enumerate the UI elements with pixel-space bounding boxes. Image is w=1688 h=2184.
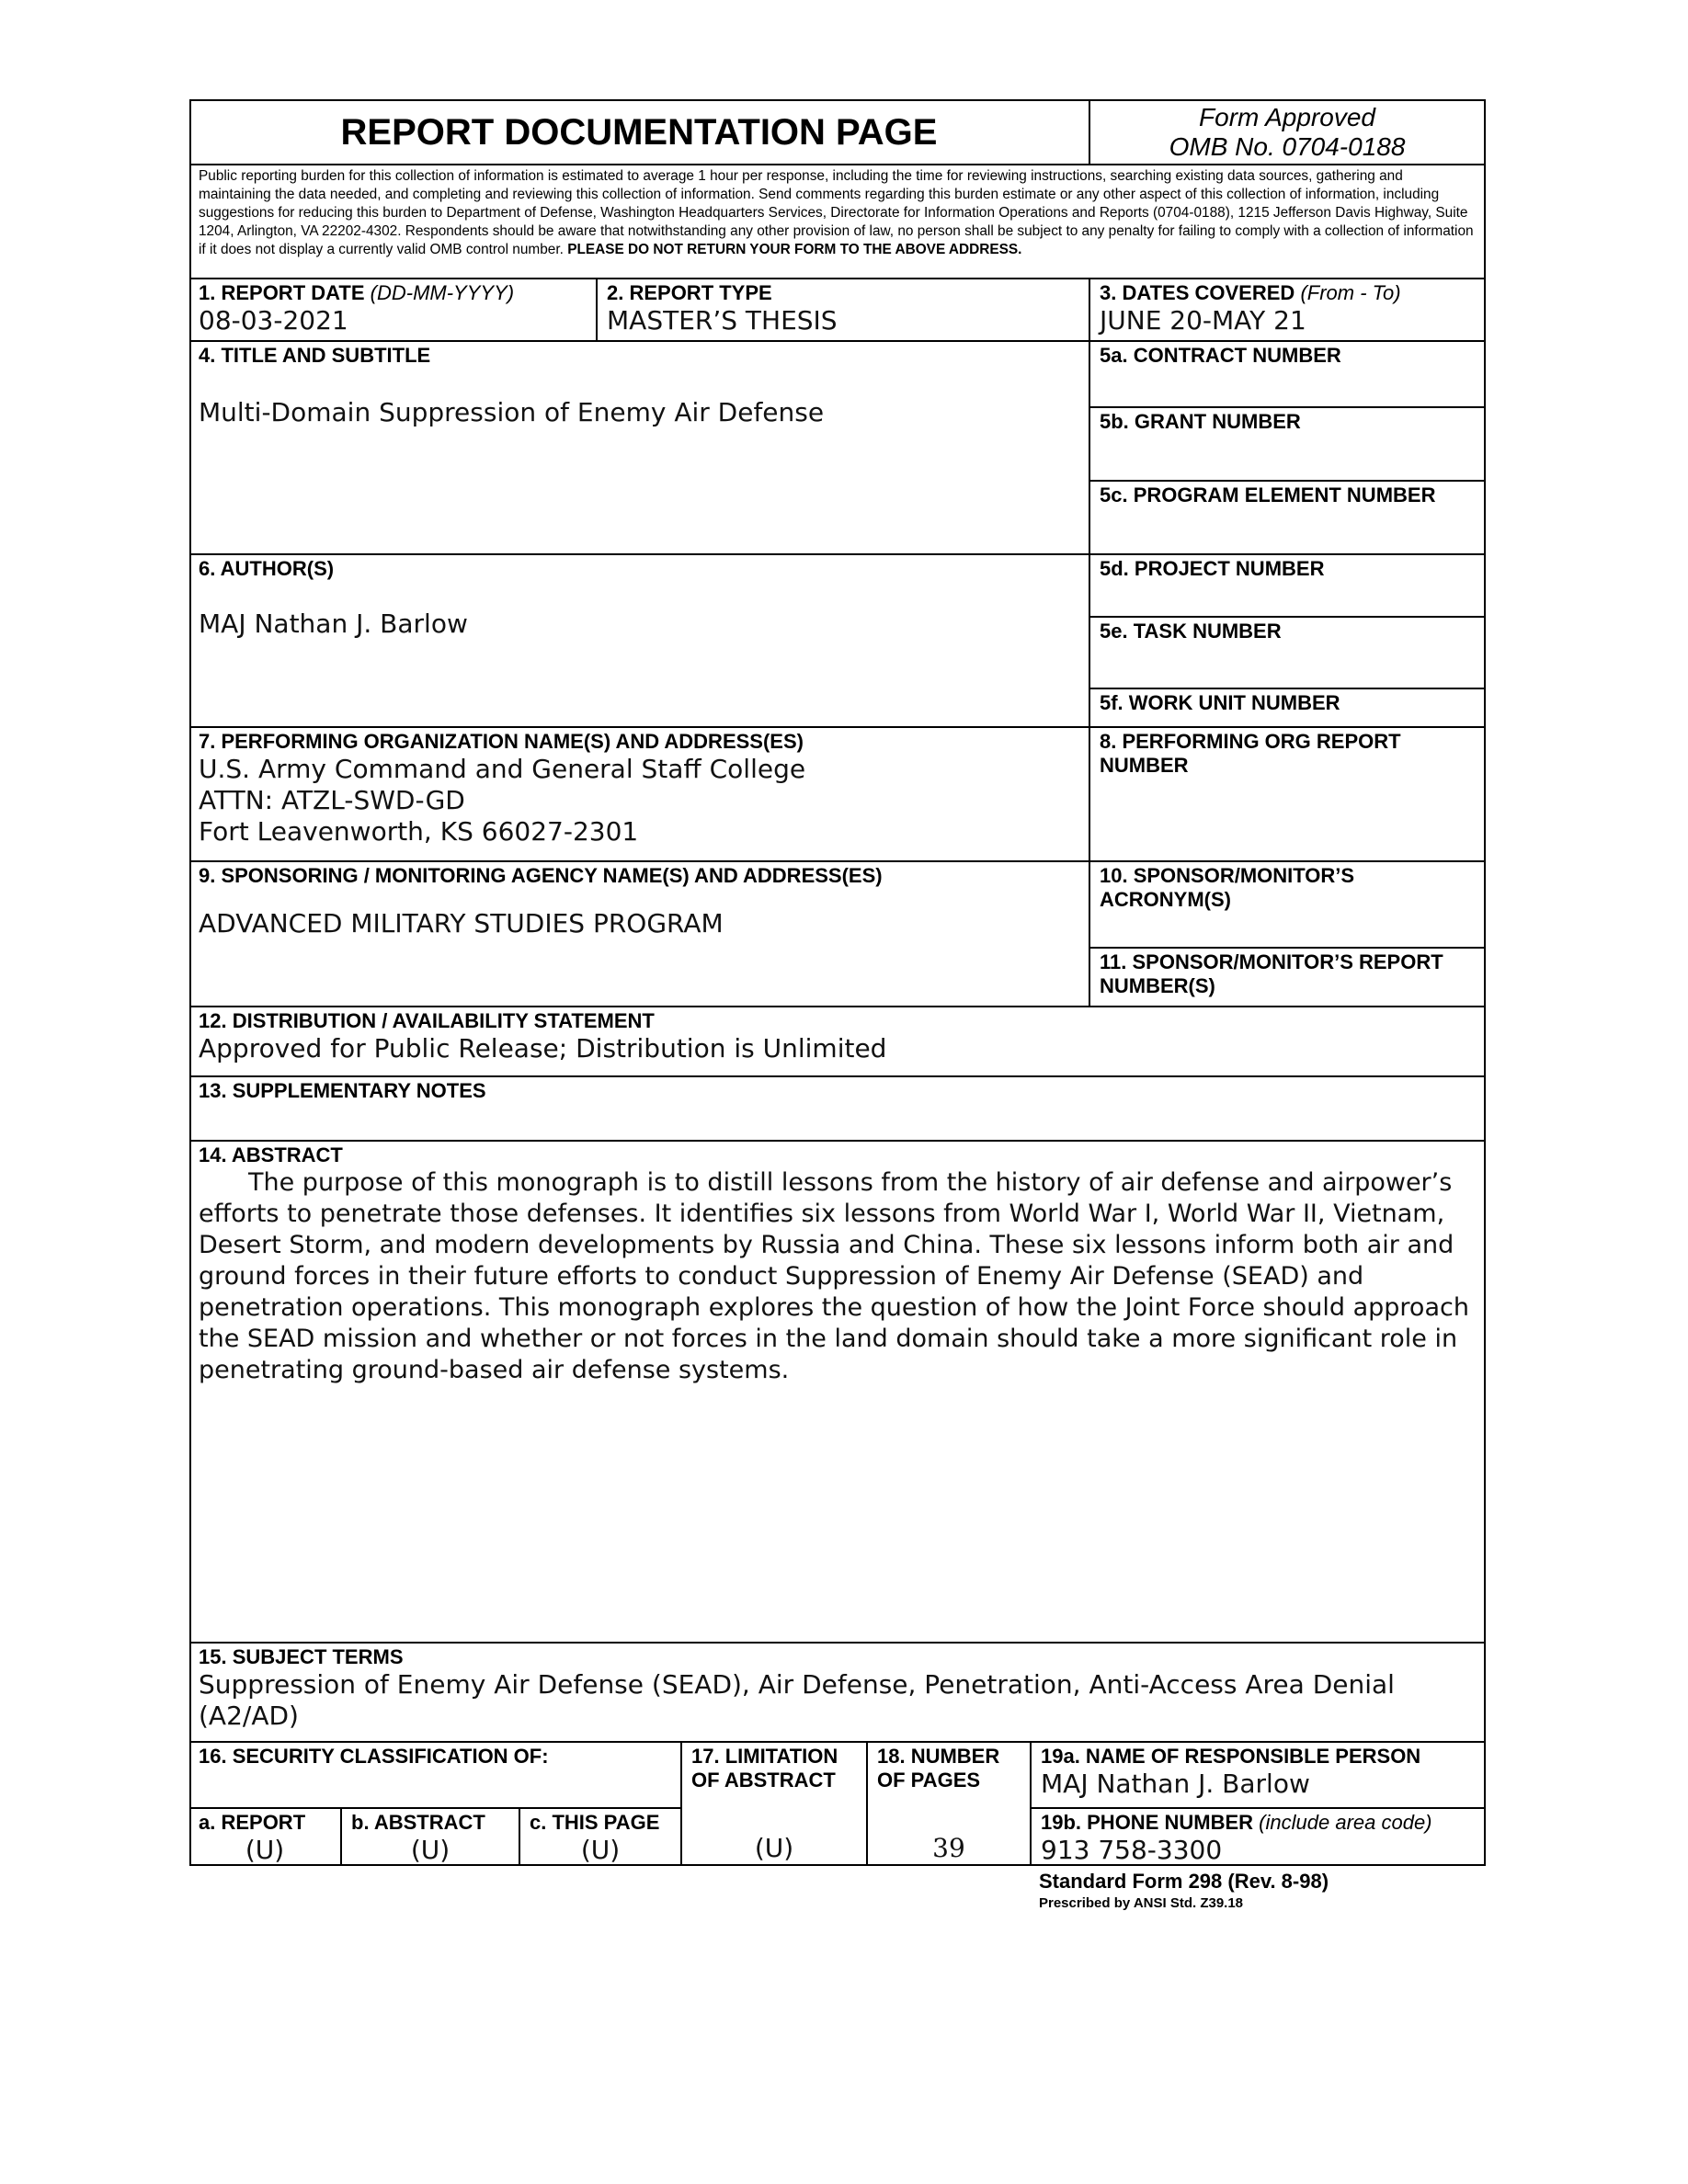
program-element-label: 5c. PROGRAM ELEMENT NUMBER: [1100, 483, 1436, 506]
supplementary-cell[interactable]: [189, 1077, 1486, 1142]
burden-notice-text: Public reporting burden for this collection of information is estimated to average 1 hour per response, including the time for reviewing instructions, searching existing data sources, gathering and maintaining the data needed, and completing and reviewing this collection of information. Send comments regarding this burden estimate or any other aspect of this collection of information, including suggestions for reducing this burden to Department of Defense, Washington Headquarters Services, Directorate for Information Operations and Reports (0704-0188), 1215 Jefferson Davis Highway, Suite 1204, Arlington, VA 22202-4302. Respondents should be aware that notwithstanding any other provision of law, no person shall be subject to any penalty for failing to comply with a collection of information if it does not display a currently valid OMB control number.: [199, 168, 1474, 257]
b-abstract-label: b. ABSTRACT: [351, 1811, 485, 1834]
subject-terms-cell[interactable]: [189, 1644, 1486, 1743]
sponsoring-agency-value: ADVANCED MILITARY STUDIES PROGRAM: [199, 908, 724, 938]
dates-covered-value: JUNE 20-MAY 21: [1100, 305, 1306, 336]
project-number-label: 5d. PROJECT NUMBER: [1100, 557, 1325, 580]
number-pages-label-2: OF PAGES: [877, 1769, 981, 1792]
b-abstract-cell[interactable]: [342, 1809, 520, 1866]
dates-covered-hint: (From - To): [1300, 281, 1401, 304]
dates-covered-label: 3. DATES COVERED: [1100, 281, 1295, 304]
form-approved-label: Form Approved: [1199, 103, 1375, 131]
report-type-label: 2. REPORT TYPE: [607, 281, 772, 304]
b-abstract-value: (U): [410, 1835, 451, 1865]
title-subtitle-cell[interactable]: [189, 342, 1090, 555]
limitation-cell[interactable]: [682, 1743, 868, 1866]
distribution-cell[interactable]: [189, 1007, 1486, 1077]
report-date-value: 08-03-2021: [199, 305, 348, 336]
abstract-label: 14. ABSTRACT: [199, 1143, 343, 1166]
performing-org-cell[interactable]: [189, 728, 1090, 862]
a-report-label: a. REPORT: [199, 1811, 306, 1834]
work-unit-label: 5f. WORK UNIT NUMBER: [1100, 691, 1340, 714]
limitation-label-2: OF ABSTRACT: [691, 1769, 836, 1792]
authors-label: 6. AUTHOR(S): [199, 557, 335, 580]
burden-notice-bold: PLEASE DO NOT RETURN YOUR FORM TO THE ABOVE ADDRESS.: [567, 242, 1022, 257]
phone-value: 913 758-3300: [1041, 1835, 1223, 1865]
report-date-label: 1. REPORT DATE: [199, 281, 365, 304]
supplementary-label: 13. SUPPLEMENTARY NOTES: [199, 1079, 486, 1102]
performing-org-line3: Fort Leavenworth, KS 66027-2301: [199, 816, 639, 847]
task-number-label: 5e. TASK NUMBER: [1100, 620, 1282, 643]
responsible-person-value: MAJ Nathan J. Barlow: [1041, 1769, 1310, 1799]
work-unit-cell[interactable]: [1090, 689, 1486, 728]
phone-hint: (include area code): [1259, 1811, 1432, 1834]
report-date-cell[interactable]: [189, 279, 598, 342]
abstract-cell[interactable]: [189, 1142, 1486, 1644]
task-number-cell[interactable]: [1090, 618, 1486, 689]
standard-form-label: Standard Form 298 (Rev. 8-98): [1039, 1870, 1329, 1893]
dates-covered-cell[interactable]: [1090, 279, 1486, 342]
a-report-value: (U): [245, 1835, 285, 1865]
report-type-value: MASTER’S THESIS: [607, 305, 838, 336]
authors-value: MAJ Nathan J. Barlow: [199, 609, 468, 639]
distribution-label: 12. DISTRIBUTION / AVAILABILITY STATEMENT: [199, 1009, 655, 1032]
performing-org-line1: U.S. Army Command and General Staff College: [199, 754, 806, 784]
responsible-person-label: 19a. NAME OF RESPONSIBLE PERSON: [1041, 1745, 1421, 1768]
burden-notice: [189, 165, 1484, 261]
responsible-person-cell[interactable]: [1032, 1743, 1486, 1809]
c-this-page-value: (U): [580, 1835, 621, 1865]
sponsor-report-label-1: 11. SPONSOR/MONITOR’S REPORT: [1100, 950, 1443, 973]
sponsoring-agency-label: 9. SPONSORING / MONITORING AGENCY NAME(S) AND ADDRESS(ES): [199, 864, 883, 887]
grant-number-label: 5b. GRANT NUMBER: [1100, 410, 1301, 433]
limitation-value: (U): [754, 1833, 794, 1863]
number-pages-label-1: 18. NUMBER: [877, 1745, 1000, 1768]
phone-label: 19b. PHONE NUMBER: [1041, 1811, 1254, 1834]
subject-terms-label: 15. SUBJECT TERMS: [199, 1645, 404, 1668]
form-title: REPORT DOCUMENTATION PAGE: [340, 112, 938, 153]
performing-report-cell[interactable]: [1090, 728, 1486, 862]
distribution-value: Approved for Public Release; Distribution is Unlimited: [199, 1033, 887, 1064]
sponsor-report-cell[interactable]: [1090, 949, 1486, 1007]
project-number-cell[interactable]: [1090, 555, 1486, 618]
performing-report-label-2: NUMBER: [1100, 754, 1189, 777]
contract-number-cell[interactable]: [1090, 342, 1486, 408]
number-pages-cell[interactable]: [868, 1743, 1032, 1866]
limitation-label-1: 17. LIMITATION: [691, 1745, 838, 1768]
burden-notice-cell: [189, 165, 1486, 279]
number-pages-value: 39: [932, 1833, 965, 1863]
performing-org-label: 7. PERFORMING ORGANIZATION NAME(S) AND ADDRESS(ES): [199, 730, 804, 753]
a-report-cell[interactable]: [189, 1809, 342, 1866]
title-subtitle-value: Multi-Domain Suppression of Enemy Air Defense: [199, 397, 825, 427]
prescribed-label: Prescribed by ANSI Std. Z39.18: [1039, 1895, 1244, 1911]
sponsoring-agency-cell[interactable]: [189, 862, 1090, 1007]
form-approved-cell: [1090, 99, 1486, 165]
abstract-value: The purpose of this monograph is to distill lessons from the history of air defense and airpower’s efforts to penetrate those defenses. It identifies six lessons from World War I, World War II, Vietnam, Desert Storm, and modern developments by Russia and China. These six lessons inform both air and ground forces in their future efforts to conduct Suppression of Enemy Air Defense (SEAD) and penetration operations. This monograph explores the question of how the Joint Force should approach the SEAD mission and whether or not forces in the land domain should take a more significant role in penetrating ground-based air defense systems.: [199, 1168, 1469, 1384]
security-classification-label: 16. SECURITY CLASSIFICATION OF:: [199, 1745, 549, 1768]
sponsor-acronym-label-2: ACRONYM(S): [1100, 888, 1231, 911]
report-type-cell[interactable]: [598, 279, 1090, 342]
sponsor-acronym-cell[interactable]: [1090, 862, 1486, 949]
security-classification-cell: [189, 1743, 682, 1809]
title-subtitle-label: 4. TITLE AND SUBTITLE: [199, 344, 431, 367]
report-date-hint: (DD-MM-YYYY): [370, 281, 515, 304]
authors-cell[interactable]: [189, 555, 1090, 728]
phone-cell[interactable]: [1032, 1809, 1486, 1866]
program-element-cell[interactable]: [1090, 482, 1486, 555]
grant-number-cell[interactable]: [1090, 408, 1486, 482]
omb-number: OMB No. 0704-0188: [1169, 132, 1406, 161]
subject-terms-value: Suppression of Enemy Air Defense (SEAD), Air Defense, Penetration, Anti-Access Area Denial (A2/AD): [199, 1669, 1395, 1731]
performing-org-line2: ATTN: ATZL-SWD-GD: [199, 785, 465, 815]
c-this-page-cell[interactable]: [520, 1809, 682, 1866]
sponsor-report-label-2: NUMBER(S): [1100, 974, 1215, 997]
performing-report-label-1: 8. PERFORMING ORG REPORT: [1100, 730, 1401, 753]
contract-number-label: 5a. CONTRACT NUMBER: [1100, 344, 1341, 367]
c-this-page-label: c. THIS PAGE: [530, 1811, 660, 1834]
form-title-cell: [189, 99, 1090, 165]
sponsor-acronym-label-1: 10. SPONSOR/MONITOR’S: [1100, 864, 1355, 887]
